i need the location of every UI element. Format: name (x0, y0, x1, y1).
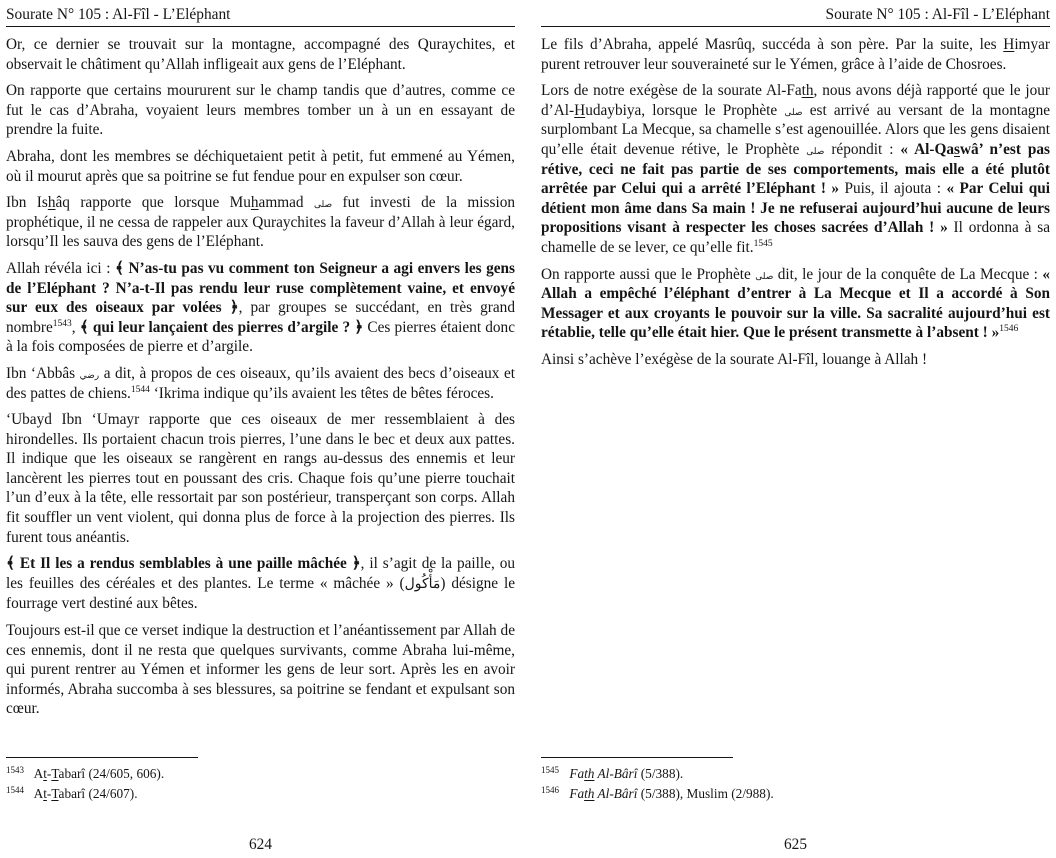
page-header-title: Sourate N° 105 : Al-Fîl - L’Eléphant (825, 6, 1050, 23)
paragraph: Toujours est-il que ce verset indique la destruction et l’anéantissement par Allah de ces ennemis, dont il ne resta que quelques survivants, comme Abraha lui-même, qui purent rentrer au Yémen et informer les gens de leur sort. Après les en avoir informés, Abraha succomba à ses blessures, sa poitrine se fendant et expulsant son cœur. (6, 622, 515, 718)
page-header (541, 3, 1050, 27)
paragraph: ﴾ Et Il les a rendus semblables à une paille mâchée ﴿, il s’agit de la paille, ou les feuilles des céréales et des plantes. Le terme « mâchée » (مَأْكُول) désigne le fourrage vert destiné aux bêtes. (6, 555, 515, 613)
footnote-separator (541, 757, 733, 758)
page-header (6, 3, 515, 27)
footnotes (541, 764, 774, 804)
paragraph: ‘Ubayd Ibn ‘Umayr rapporte que ces oiseaux de mer ressemblaient à des hirondelles. Ils portaient chacun trois pierres, l’une dans le bec et deux aux pattes. Il indique que les oiseaux se rangèrent en rangs au-dessus des ennemis et leur lancèrent les pierres tout en poussant des cris. Chaque fois qu’une pierre touchait l’un d’eux à la tête, elle ressortait par son postérieur, transperçant son corps. Allah fit souffler un vent violent, qui donna plus de force à la projection des pierres. Ils furent tous anéantis. (6, 411, 515, 546)
page-right (541, 3, 1050, 858)
page-header-title: Sourate N° 105 : Al-Fîl - L’Eléphant (6, 6, 231, 23)
paragraph: Le fils d’Abraha, appelé Masrûq, succéda à son père. Par la suite, les Himyar purent retrouver leur souveraineté sur le Yémen, grâce à l’aide de Chosroes. (541, 36, 1050, 73)
paragraph: Lors de notre exégèse de la sourate Al-Fath, nous avons déjà rapporté que le jour d’Al-Hudaybiya, lorsque le Prophète صلى est arrivé au versant de la montagne surplombant La Mecque, sa chamelle s’est agenouillée. Alors que les gens disaient qu’elle était devenue rétive, le Prophète صلى répondit : « Al-Qaswâ’ n’est pas rétive, ceci ne fait pas partie de ses comportements, mais elle a été plutôt arrêtée par Celui qui a arrêté l’Eléphant ! » Puis, il ajouta : « Par Celui qui détient mon âme dans Sa main ! Je ne refuserai aujourd’hui aucune de leurs propositions visant à respecter les choses sacrées d’Allah ! » Il ordonna à sa chamelle de se lever, ce qu’elle fit.$^{1545}$ (541, 82, 1051, 256)
footnote: $^{1544}$ At-Tabarî (24/607). (6, 784, 138, 801)
footnotes (6, 764, 164, 804)
paragraph: Ainsi s’achève l’exégèse de la sourate Al-Fîl, louange à Allah ! (541, 350, 928, 368)
paragraph: Allah révéla ici : ﴾ N’as-tu pas vu comment ton Seigneur a agi envers les gens de l’Eléphant ? N’a-t-Il pas rendu leur ruse complètement vaine, et envoyé sur eux des oiseaux par volées ﴿, par groupes se succédant, en très grand nombre$^{1543}$, ﴾ qui leur lançaient des pierres d’argile ? ﴿ Ces pierres étaient donc à la fois composées de pierre et d’argile. (6, 259, 515, 356)
footnote: $^{1545}$ Fath Al-Bârî (5/388). (541, 764, 684, 781)
paragraph: On rapporte aussi que le Prophète صلى dit, le jour de la conquête de La Mecque : « Allah a empêché l’éléphant d’entrer à La Mecque et Il a accordé à Son Messager et aux croyants le pouvoir sur la ville. Sa sacralité aujourd’hui est rétablie, telle qu’elle était hier. Que le présent transmette à l’absent ! »$^{1546}$ (541, 265, 1050, 342)
page-body (6, 35, 515, 719)
page-body (541, 35, 1050, 370)
paragraph: On rapporte que certains moururent sur le champ tandis que d’autres, comme ce fut le cas d’Abraha, voyaient leurs membres tomber un à un en essayant de prendre la fuite. (6, 82, 515, 139)
page-number: 625 (784, 836, 807, 853)
paragraph: Ibn ‘Abbâs رضي a dit, à propos de ces oiseaux, qu’ils avaient des becs d’oiseaux et des pattes de chiens.$^{1544}$ ‘Ikrima indique qu’ils avaient les têtes de bêtes féroces. (6, 364, 515, 402)
paragraph: Abraha, dont les membres se déchiquetaient petit à petit, fut emmené au Yémen, où il mourut après que sa poitrine se fut fendue pour en expulser son cœur. (6, 147, 515, 185)
footnote: $^{1543}$ At-Tabarî (24/605, 606). (6, 764, 165, 781)
paragraph: Ibn Ishâq rapporte que lorsque Muhammad صلى fut investi de la mission prophétique, il ne cessa de rappeler aux Quraychites la faveur d’Allah à leur égard, lorsqu’Il les sauva des gens de l’Eléphant. (6, 194, 515, 251)
page-number: 624 (249, 836, 272, 853)
footnote: $^{1546}$ Fath Al-Bârî (5/388), Muslim (2/988). (541, 784, 774, 801)
footnote-separator (6, 757, 198, 758)
page-left (6, 3, 515, 858)
paragraph: Or, ce dernier se trouvait sur la montagne, accompagné des Quraychites, et observait le châtiment qu’Allah infligeait aux gens de l’Eléphant. (6, 36, 515, 73)
